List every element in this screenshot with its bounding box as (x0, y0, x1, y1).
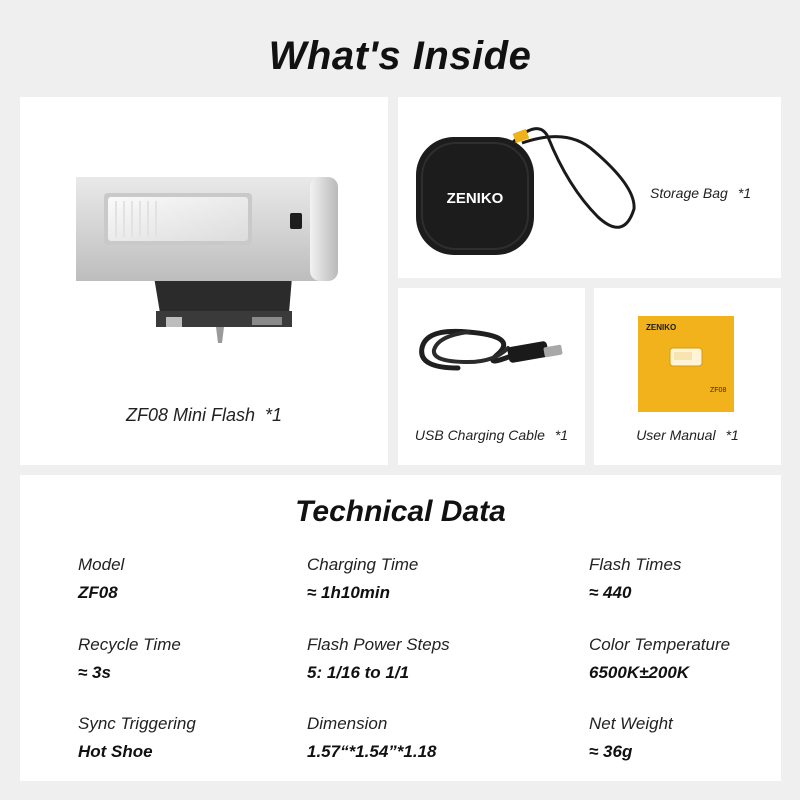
spec-flash-power-steps (307, 635, 547, 683)
spec-label: Color Temperature (589, 635, 731, 654)
item-card-storage-bag (398, 97, 781, 278)
spec-recycle-time (78, 635, 318, 683)
spec-model (78, 555, 318, 603)
item-card-usb-cable (398, 288, 585, 465)
page-title: What's Inside (268, 34, 532, 78)
spec-value: ZF08 (78, 583, 118, 602)
spec-value: ≈ 1h10min (307, 583, 391, 602)
spec-value: ≈ 36g (589, 742, 633, 761)
item-caption-flash: ZF08 Mini Flash *1 (125, 405, 283, 425)
usb-cable-image (398, 288, 585, 408)
item-caption-user-manual: User Manual *1 (636, 427, 739, 443)
spec-label: Dimension (307, 714, 388, 733)
spec-color-temperature (589, 635, 800, 683)
technical-data-title: Technical Data (295, 495, 506, 528)
mini-flash-image (20, 97, 388, 357)
spec-label: Flash Times (589, 555, 682, 574)
spec-flash-times (589, 555, 800, 603)
spec-value: 6500K±200K (589, 663, 690, 682)
spec-value: ≈ 440 (589, 583, 632, 602)
spec-label: Net Weight (589, 714, 673, 733)
manual-brand-logo: ZENIKO (646, 323, 677, 332)
item-caption-usb-cable: USB Charging Cable *1 (414, 427, 569, 443)
spec-value: Hot Shoe (78, 742, 153, 761)
spec-label: Charging Time (307, 555, 419, 574)
bag-brand-logo: ZENIKO (446, 190, 504, 207)
spec-label: Recycle Time (78, 635, 181, 654)
spec-label: Model (78, 555, 125, 574)
spec-net-weight (589, 714, 800, 762)
item-card-flash (20, 97, 388, 465)
spec-value: ≈ 3s (78, 663, 111, 682)
spec-value: 5: 1/16 to 1/1 (307, 663, 410, 682)
user-manual-image (594, 288, 781, 418)
spec-charging-time (307, 555, 547, 603)
spec-dimension (307, 714, 547, 762)
storage-bag-image (398, 97, 648, 278)
technical-data-card (20, 475, 781, 781)
manual-model-text: ZF08 (710, 387, 727, 394)
item-card-user-manual (594, 288, 781, 465)
spec-value: 1.57“*1.54”*1.18 (307, 742, 437, 761)
spec-label: Flash Power Steps (307, 635, 450, 654)
spec-sync-triggering (78, 714, 318, 762)
item-caption-storage-bag: Storage Bag *1 (650, 185, 752, 201)
spec-label: Sync Triggering (78, 714, 196, 733)
